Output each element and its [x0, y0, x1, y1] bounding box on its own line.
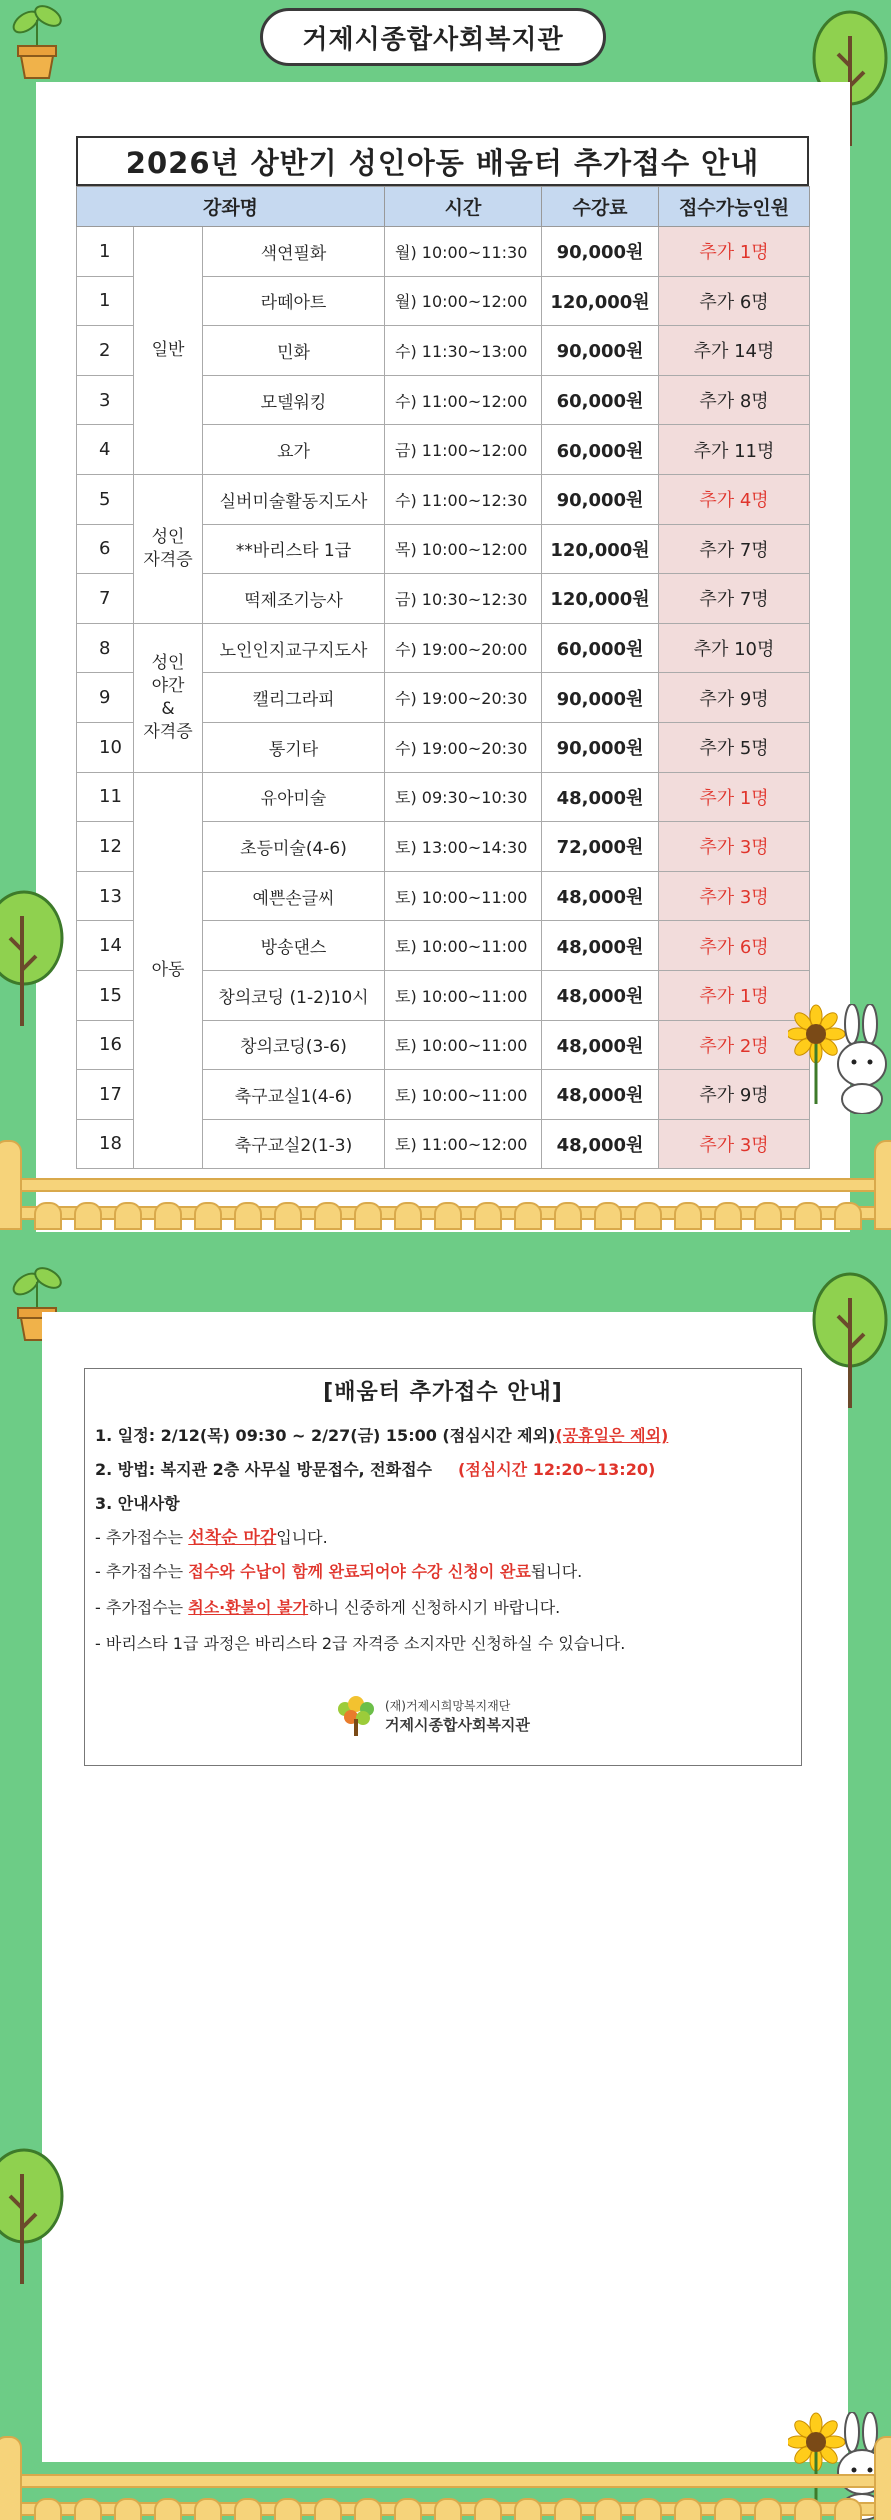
course-name: 라떼아트 — [203, 276, 385, 326]
header-fee: 수강료 — [542, 187, 659, 227]
course-fee: 48,000원 — [542, 871, 659, 921]
course-fee: 90,000원 — [542, 722, 659, 772]
course-name: 축구교실1(4-6) — [203, 1070, 385, 1120]
course-time: 토) 09:30~10:30 — [385, 772, 542, 822]
bullet-emphasis: 선착순 마감 — [188, 1528, 277, 1548]
bullet-text: 됩니다. — [530, 1562, 583, 1581]
course-availability: 추가 1명 — [659, 970, 810, 1020]
course-name: 초등미술(4-6) — [203, 822, 385, 872]
row-number: 3 — [77, 375, 134, 425]
notice-bullet-2 — [95, 1559, 582, 1582]
course-fee: 90,000원 — [542, 227, 659, 277]
course-name: 요가 — [203, 425, 385, 475]
row-number: 1 — [77, 276, 134, 326]
course-table — [76, 186, 810, 1169]
course-availability: 추가 8명 — [659, 375, 810, 425]
row-number: 10 — [77, 722, 134, 772]
course-name: 떡제조기능사 — [203, 574, 385, 624]
course-availability: 추가 9명 — [659, 673, 810, 723]
course-fee: 48,000원 — [542, 970, 659, 1020]
row-number: 9 — [77, 673, 134, 723]
course-time: 월) 10:00~11:30 — [385, 227, 542, 277]
foundation-logo — [333, 1695, 530, 1737]
course-fee: 60,000원 — [542, 375, 659, 425]
course-availability: 추가 1명 — [659, 772, 810, 822]
course-time: 수) 19:00~20:30 — [385, 673, 542, 723]
course-name: 노인인지교구지도사 — [203, 623, 385, 673]
course-availability: 추가 7명 — [659, 524, 810, 574]
row-number: 16 — [77, 1020, 134, 1070]
course-name: 색연필화 — [203, 227, 385, 277]
course-fee: 48,000원 — [542, 1020, 659, 1070]
center-name-badge: 거제시종합사회복지관 — [260, 8, 606, 66]
course-fee: 120,000원 — [542, 524, 659, 574]
course-time: 목) 10:00~12:00 — [385, 524, 542, 574]
course-availability: 추가 3명 — [659, 822, 810, 872]
course-time: 수) 11:00~12:30 — [385, 474, 542, 524]
course-time: 수) 11:30~13:00 — [385, 326, 542, 376]
tree-icon — [0, 2144, 70, 2284]
bullet-text: - 추가접수는 — [95, 1598, 189, 1617]
course-time: 토) 13:00~14:30 — [385, 822, 542, 872]
row-number: 6 — [77, 524, 134, 574]
course-time: 토) 10:00~11:00 — [385, 970, 542, 1020]
course-fee: 48,000원 — [542, 1119, 659, 1169]
course-time: 토) 11:00~12:00 — [385, 1119, 542, 1169]
course-availability: 추가 3명 — [659, 871, 810, 921]
row-number: 18 — [77, 1119, 134, 1169]
logo-foundation-name: (재)거제시희망복지재단 — [385, 1699, 511, 1713]
row-number: 4 — [77, 425, 134, 475]
course-fee: 48,000원 — [542, 921, 659, 971]
course-availability: 추가 9명 — [659, 1070, 810, 1120]
table-row — [77, 227, 810, 277]
course-availability: 추가 11명 — [659, 425, 810, 475]
notice-schedule — [95, 1423, 668, 1446]
notice-bullet-4: - 바리스타 1급 과정은 바리스타 2급 자격증 소지자만 신청하실 수 있습니다. — [95, 1634, 626, 1653]
bullet-emphasis: 취소·환불이 불가 — [188, 1598, 309, 1617]
course-fee: 48,000원 — [542, 772, 659, 822]
course-fee: 120,000원 — [542, 574, 659, 624]
course-name: 창의코딩 (1-2)10시 — [203, 970, 385, 1020]
row-category: 성인 자격증 — [134, 474, 203, 623]
course-table-section — [76, 136, 809, 1169]
course-fee: 60,000원 — [542, 425, 659, 475]
row-number: 17 — [77, 1070, 134, 1120]
course-availability: 추가 1명 — [659, 227, 810, 277]
course-time: 금) 11:00~12:00 — [385, 425, 542, 475]
row-number: 5 — [77, 474, 134, 524]
course-name: 축구교실2(1-3) — [203, 1119, 385, 1169]
table-row — [77, 772, 810, 822]
bullet-text: 하니 신중하게 신청하시기 바랍니다. — [308, 1598, 561, 1617]
course-name: **바리스타 1급 — [203, 524, 385, 574]
course-fee: 90,000원 — [542, 673, 659, 723]
notice-box — [84, 1368, 802, 1766]
course-fee: 90,000원 — [542, 474, 659, 524]
notice-guide-heading: 3. 안내사항 — [95, 1494, 180, 1513]
header-time: 시간 — [385, 187, 542, 227]
course-name: 민화 — [203, 326, 385, 376]
row-number: 12 — [77, 822, 134, 872]
course-time: 수) 19:00~20:00 — [385, 623, 542, 673]
method-text: 2. 방법: 복지관 2층 사무실 방문접수, 전화접수 — [95, 1460, 432, 1479]
course-fee: 90,000원 — [542, 326, 659, 376]
holiday-note: (공휴일은 제외) — [555, 1426, 669, 1445]
course-fee: 120,000원 — [542, 276, 659, 326]
course-time: 토) 10:00~11:00 — [385, 1020, 542, 1070]
course-fee: 48,000원 — [542, 1070, 659, 1120]
tree-logo-icon — [333, 1695, 379, 1737]
row-number: 13 — [77, 871, 134, 921]
row-number: 15 — [77, 970, 134, 1020]
course-name: 통기타 — [203, 722, 385, 772]
schedule-text: 1. 일정: 2/12(목) 09:30 ~ 2/27(금) 15:00 (점심시간 제외) — [95, 1426, 556, 1445]
bullet-text: - 추가접수는 — [95, 1562, 189, 1581]
course-name: 유아미술 — [203, 772, 385, 822]
table-row — [77, 474, 810, 524]
header-course: 강좌명 — [77, 187, 385, 227]
course-availability: 추가 6명 — [659, 921, 810, 971]
course-fee: 72,000원 — [542, 822, 659, 872]
row-category: 아동 — [134, 772, 203, 1169]
plant-pot-icon — [6, 0, 66, 80]
course-availability: 추가 6명 — [659, 276, 810, 326]
row-number: 7 — [77, 574, 134, 624]
tree-icon — [0, 886, 70, 1026]
logo-center-name: 거제시종합사회복지관 — [385, 1716, 530, 1734]
course-time: 토) 10:00~11:00 — [385, 1070, 542, 1120]
sunflower-bunny-icon — [788, 1004, 891, 1114]
notice-bullet-1 — [95, 1523, 328, 1548]
fence-decoration — [0, 2436, 891, 2520]
course-availability: 추가 10명 — [659, 623, 810, 673]
row-number: 1 — [77, 227, 134, 277]
course-name: 방송댄스 — [203, 921, 385, 971]
course-availability: 추가 5명 — [659, 722, 810, 772]
course-fee: 60,000원 — [542, 623, 659, 673]
bullet-text: 입니다. — [276, 1528, 328, 1547]
course-time: 수) 11:00~12:00 — [385, 375, 542, 425]
course-time: 금) 10:30~12:30 — [385, 574, 542, 624]
course-availability: 추가 14명 — [659, 326, 810, 376]
course-name: 창의코딩(3-6) — [203, 1020, 385, 1070]
course-name: 캘리그라피 — [203, 673, 385, 723]
course-name: 예쁜손글씨 — [203, 871, 385, 921]
course-availability: 추가 7명 — [659, 574, 810, 624]
course-time: 수) 19:00~20:30 — [385, 722, 542, 772]
row-number: 11 — [77, 772, 134, 822]
header-avail: 접수가능인원 — [659, 187, 810, 227]
course-time: 월) 10:00~12:00 — [385, 276, 542, 326]
bullet-emphasis: 접수와 수납이 함께 완료되어야 수강 신청이 완료 — [188, 1562, 531, 1581]
table-row — [77, 623, 810, 673]
row-category: 일반 — [134, 227, 203, 475]
notice-method — [95, 1457, 655, 1480]
table-title: 2026년 상반기 성인아동 배움터 추가접수 안내 — [76, 136, 809, 186]
row-number: 2 — [77, 326, 134, 376]
notice-bullet-3 — [95, 1595, 560, 1618]
course-availability: 추가 2명 — [659, 1020, 810, 1070]
fence-decoration — [0, 1140, 891, 1230]
notice-title: [배움터 추가접수 안내] — [323, 1380, 563, 1405]
course-time: 토) 10:00~11:00 — [385, 871, 542, 921]
lunch-note: (점심시간 12:20~13:20) — [458, 1460, 656, 1479]
course-name: 실버미술활동지도사 — [203, 474, 385, 524]
tree-icon — [808, 1268, 888, 1408]
course-name: 모델워킹 — [203, 375, 385, 425]
course-availability: 추가 4명 — [659, 474, 810, 524]
course-availability: 추가 3명 — [659, 1119, 810, 1169]
row-number: 8 — [77, 623, 134, 673]
row-number: 14 — [77, 921, 134, 971]
bullet-text: - 추가접수는 — [95, 1528, 189, 1547]
row-category: 성인 야간 & 자격증 — [134, 623, 203, 772]
course-time: 토) 10:00~11:00 — [385, 921, 542, 971]
